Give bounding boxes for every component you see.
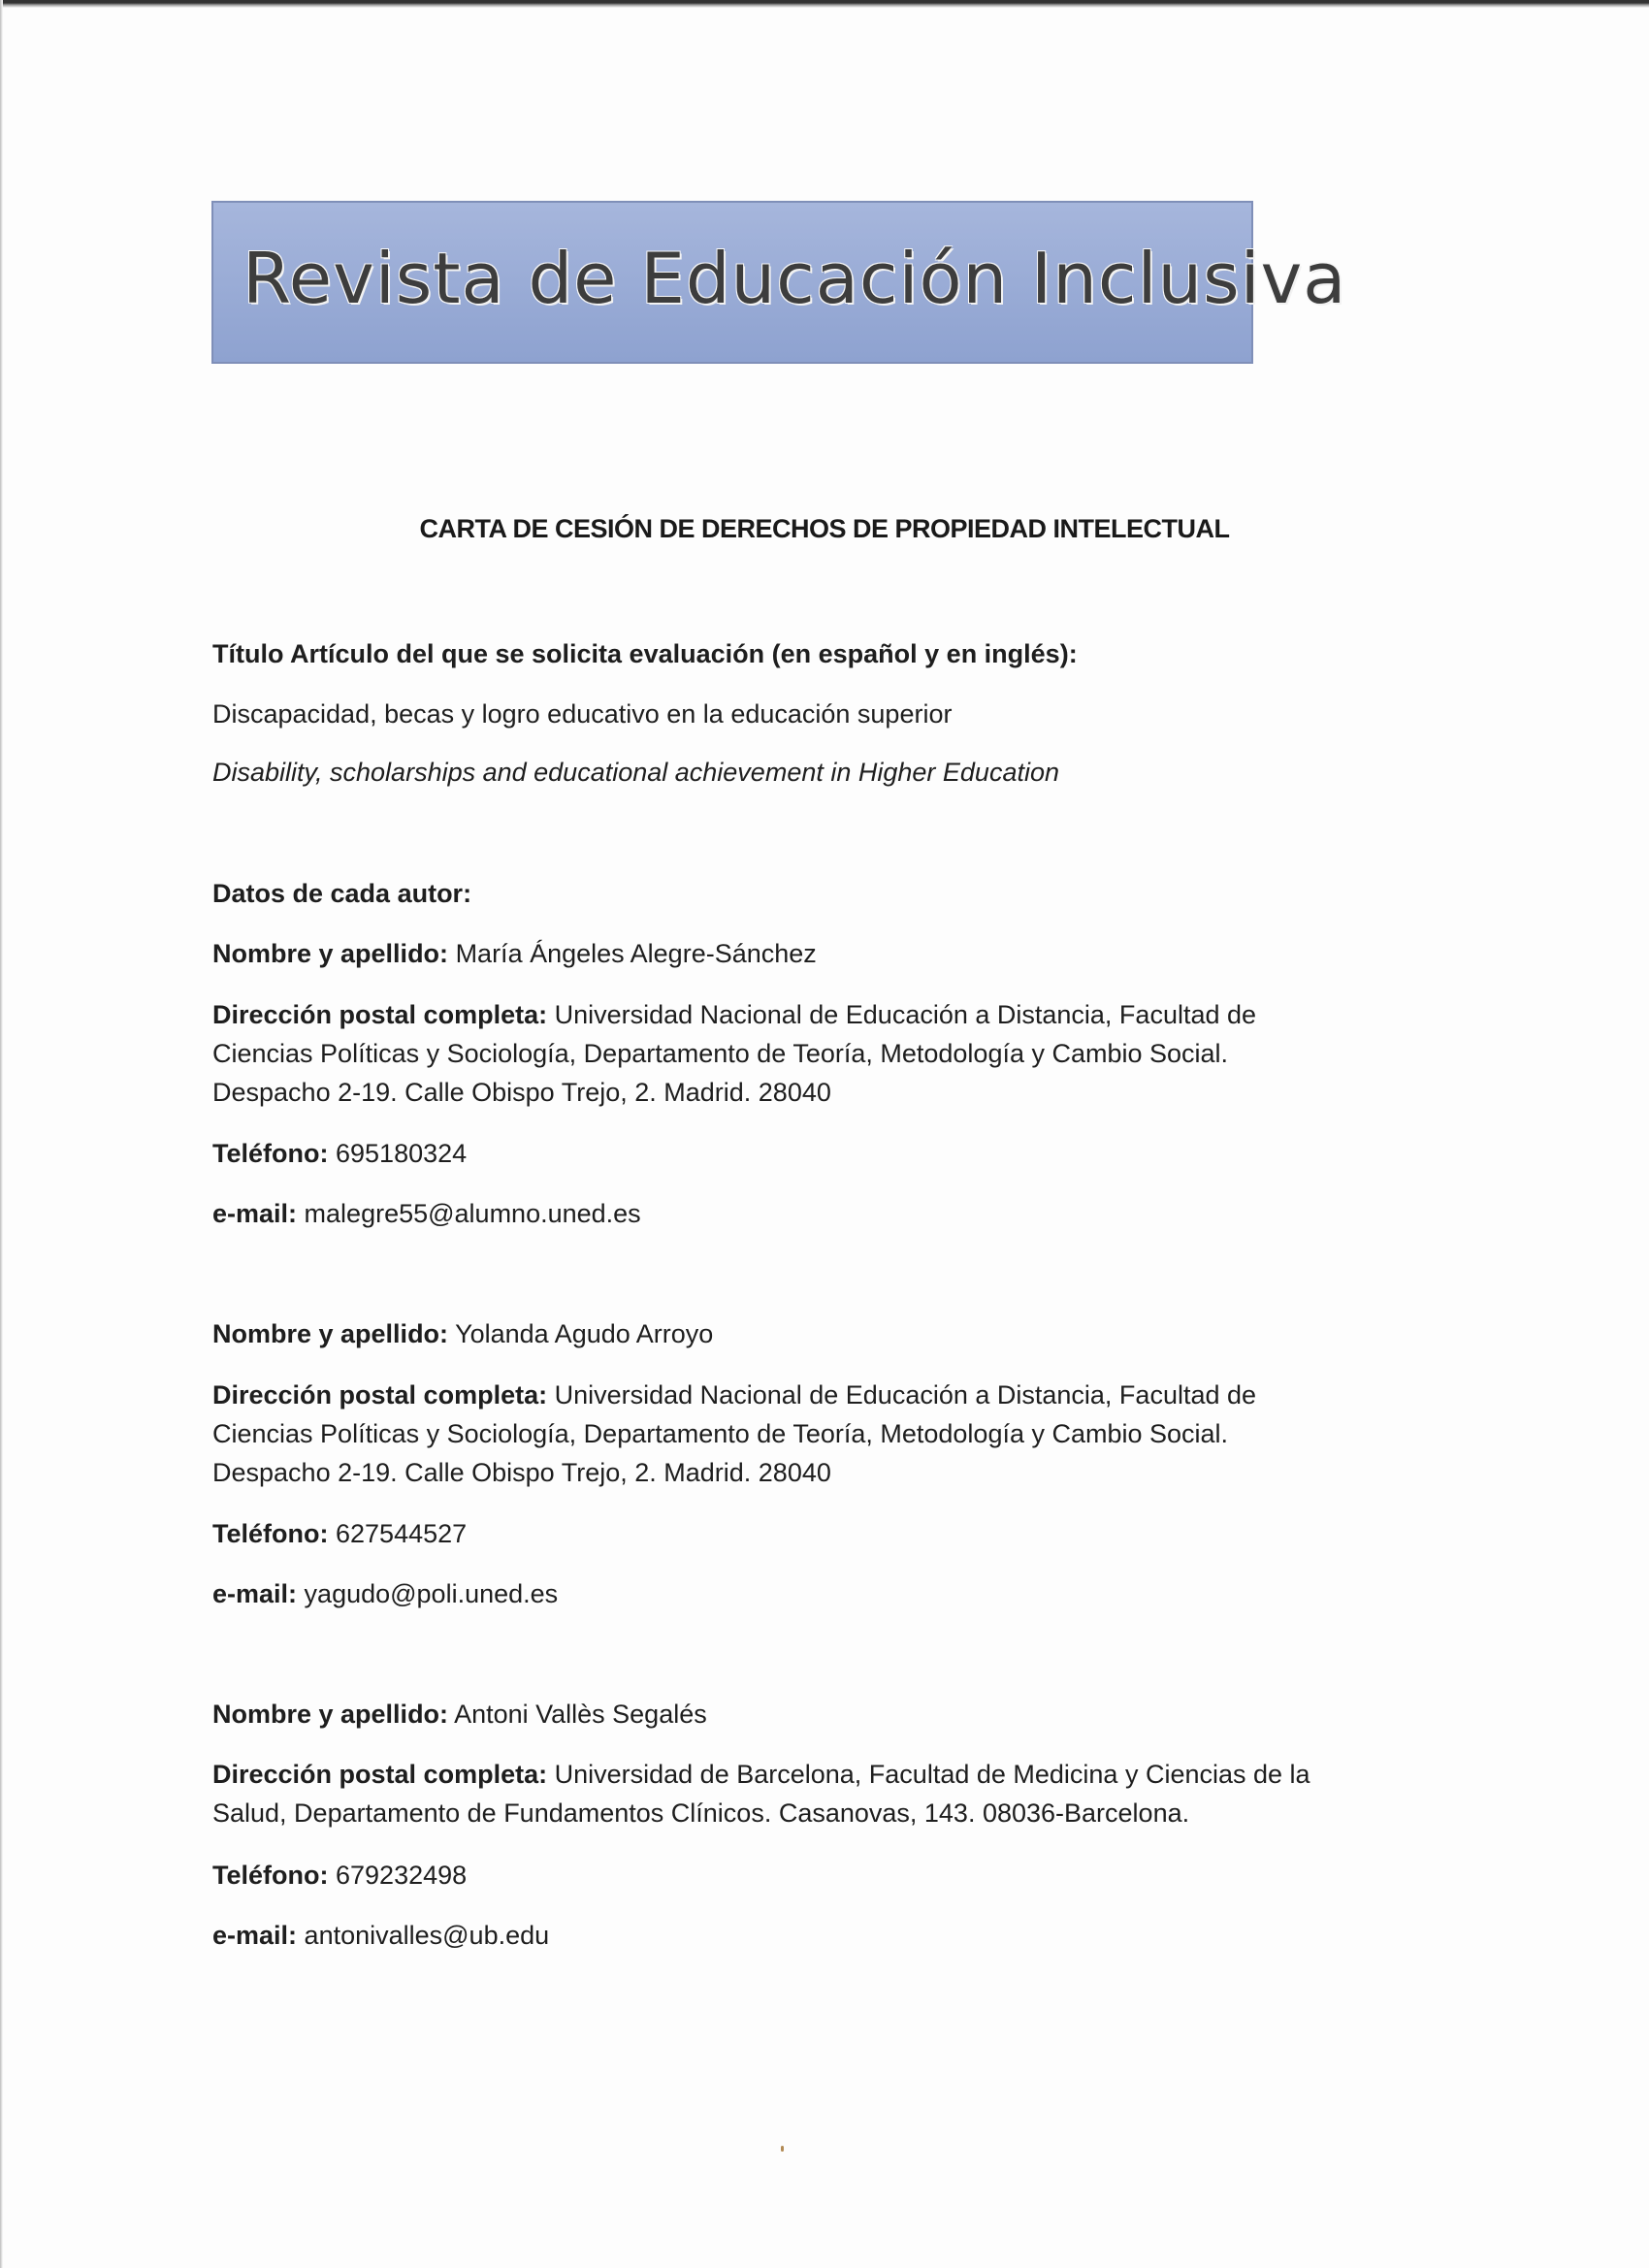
author-3-address	[212, 1755, 1376, 1832]
author-2-address	[212, 1376, 1376, 1492]
scan-top-edge	[0, 0, 1649, 8]
address-line: Despacho 2-19. Calle Obispo Trejo, 2. Madrid. 28040	[212, 1458, 831, 1487]
author-name: María Ángeles Alegre-Sánchez	[455, 939, 817, 968]
scan-speck	[781, 2146, 784, 2152]
address-line: Universidad Nacional de Educación a Distancia, Facultad de	[554, 1380, 1257, 1409]
author-phone: 627544527	[336, 1519, 468, 1548]
author-2-phone-row	[212, 1514, 1376, 1553]
email-label: e-mail:	[212, 1921, 298, 1950]
author-1-phone-row	[212, 1134, 1376, 1173]
article-title-section	[212, 634, 1376, 673]
author-3-name-row	[212, 1695, 1376, 1733]
authors-label: Datos de cada autor:	[212, 879, 472, 908]
article-title-en-block	[212, 753, 1376, 792]
document-heading: CARTA DE CESIÓN DE DERECHOS DE PROPIEDAD INTELECTUAL	[419, 514, 1230, 543]
author-name: Yolanda Agudo Arroyo	[455, 1319, 714, 1348]
phone-label: Teléfono:	[212, 1861, 329, 1890]
address-line: Ciencias Políticas y Sociología, Departamento de Teoría, Metodología y Cambio Social.	[212, 1039, 1229, 1068]
author-1-name-row	[212, 934, 1376, 973]
author-email: antonivalles@ub.edu	[304, 1921, 550, 1950]
author-2-email-row	[212, 1574, 1376, 1613]
address-line: Despacho 2-19. Calle Obispo Trejo, 2. Madrid. 28040	[212, 1078, 831, 1107]
author-3-phone-row	[212, 1856, 1376, 1895]
author-2-name-row	[212, 1314, 1376, 1353]
author-phone: 695180324	[336, 1139, 468, 1168]
article-title-label: Título Artículo del que se solicita evaluación (en español y en inglés):	[212, 639, 1078, 668]
journal-title: Revista de Educación Inclusiva	[242, 238, 1347, 319]
article-title-es-block	[212, 695, 1376, 733]
article-title-en: Disability, scholarships and educational achievement in Higher Education	[212, 758, 1059, 787]
journal-banner	[211, 201, 1347, 364]
author-name: Antoni Vallès Segalés	[454, 1700, 707, 1729]
address-line: Ciencias Políticas y Sociología, Departamento de Teoría, Metodología y Cambio Social.	[212, 1419, 1229, 1448]
email-label: e-mail:	[212, 1579, 298, 1608]
author-phone: 679232498	[336, 1861, 468, 1890]
author-email: malegre55@alumno.uned.es	[304, 1199, 641, 1228]
article-title-es: Discapacidad, becas y logro educativo en la educación superior	[212, 699, 953, 729]
address-line: Universidad Nacional de Educación a Distancia, Facultad de	[554, 1000, 1257, 1029]
phone-label: Teléfono:	[212, 1519, 329, 1548]
author-1-email-row	[212, 1194, 1376, 1233]
name-label: Nombre y apellido:	[212, 1319, 449, 1348]
author-email: yagudo@poli.uned.es	[304, 1579, 559, 1608]
address-line: Salud, Departamento de Fundamentos Clínicos. Casanovas, 143. 08036-Barcelona.	[212, 1798, 1190, 1828]
name-label: Nombre y apellido:	[212, 939, 449, 968]
email-label: e-mail:	[212, 1199, 298, 1228]
author-3-email-row	[212, 1916, 1376, 1955]
address-label: Dirección postal completa:	[212, 1000, 548, 1029]
name-label: Nombre y apellido:	[212, 1700, 449, 1729]
address-line: Universidad de Barcelona, Facultad de Medicina y Ciencias de la	[554, 1760, 1310, 1789]
address-label: Dirección postal completa:	[212, 1380, 548, 1409]
scan-left-edge	[0, 0, 3, 2268]
author-1-address	[212, 995, 1376, 1112]
authors-label-block	[212, 874, 1376, 913]
address-label: Dirección postal completa:	[212, 1760, 548, 1789]
phone-label: Teléfono:	[212, 1139, 329, 1168]
